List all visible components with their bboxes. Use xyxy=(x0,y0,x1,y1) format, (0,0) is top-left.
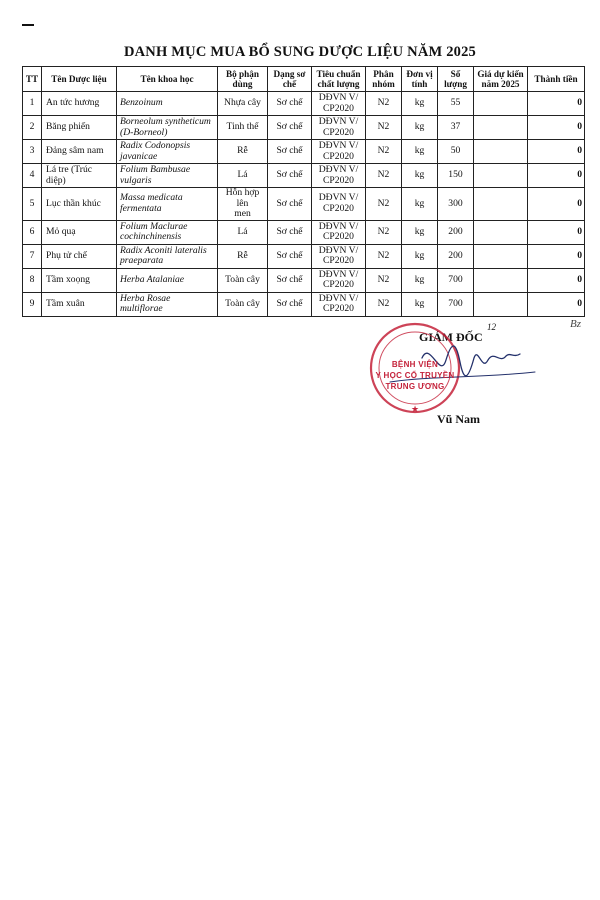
cell-tieu-chuan: DĐVN V/ CP2020 xyxy=(312,292,366,316)
table-row xyxy=(23,116,585,140)
cell-ten-khoa-hoc: Radix Aconiti lateralis praeparata xyxy=(117,244,218,268)
cell-so-luong: 50 xyxy=(438,140,474,164)
signature-role-note: 12 xyxy=(487,322,496,332)
cell-phan-nhom: N2 xyxy=(366,244,402,268)
cell-ten-duoc-lieu: Lục thần khúc xyxy=(42,188,117,221)
cell-dang-so-che: Sơ chế xyxy=(268,268,312,292)
cell-gia-du-kien xyxy=(474,268,528,292)
cell-ten-duoc-lieu: An tức hương xyxy=(42,92,117,116)
cell-tt: 6 xyxy=(23,220,42,244)
cell-gia-du-kien xyxy=(474,292,528,316)
cell-ten-khoa-hoc: Herba Rosae multiflorae xyxy=(117,292,218,316)
cell-phan-nhom: N2 xyxy=(366,164,402,188)
table-row xyxy=(23,92,585,116)
cell-don-vi-tinh: kg xyxy=(402,164,438,188)
cell-thanh-tien: 0 xyxy=(528,220,585,244)
cell-don-vi-tinh: kg xyxy=(402,188,438,221)
top-left-dash xyxy=(22,24,34,26)
table-row xyxy=(23,244,585,268)
cell-ten-duoc-lieu: Mỏ quạ xyxy=(42,220,117,244)
cell-so-luong: 300 xyxy=(438,188,474,221)
cell-so-luong: 37 xyxy=(438,116,474,140)
cell-phan-nhom: N2 xyxy=(366,220,402,244)
cell-tt: 4 xyxy=(23,164,42,188)
signatory-name: Vũ Nam xyxy=(437,412,481,426)
cell-ten-duoc-lieu: Băng phiến xyxy=(42,116,117,140)
cell-thanh-tien: 0 xyxy=(528,116,585,140)
cell-thanh-tien: 0 xyxy=(528,292,585,316)
cell-tieu-chuan: DĐVN V/ CP2020 xyxy=(312,164,366,188)
cell-ten-duoc-lieu: Lá tre (Trúc diệp) xyxy=(42,164,117,188)
cell-dang-so-che: Sơ chế xyxy=(268,188,312,221)
cell-don-vi-tinh: kg xyxy=(402,292,438,316)
cell-don-vi-tinh: kg xyxy=(402,92,438,116)
cell-ten-khoa-hoc: Folium Maclurae cochinchinensis xyxy=(117,220,218,244)
header-ten-khoa-hoc: Tên khoa học xyxy=(117,67,218,92)
cell-dang-so-che: Sơ chế xyxy=(268,92,312,116)
cell-phan-nhom: N2 xyxy=(366,140,402,164)
header-tt: TT xyxy=(23,67,42,92)
cell-don-vi-tinh: kg xyxy=(402,244,438,268)
cell-tt: 5 xyxy=(23,188,42,221)
cell-tieu-chuan: DĐVN V/ CP2020 xyxy=(312,244,366,268)
cell-gia-du-kien xyxy=(474,116,528,140)
cell-ten-khoa-hoc: Massa medicata fermentata xyxy=(117,188,218,221)
cell-bo-phan-dung: Lá xyxy=(218,220,268,244)
cell-thanh-tien: 0 xyxy=(528,268,585,292)
stamp-line-3: TRUNG ƯƠNG xyxy=(385,382,445,391)
header-tieu-chuan: Tiêu chuẩn chất lượng xyxy=(312,67,366,92)
cell-don-vi-tinh: kg xyxy=(402,220,438,244)
cell-so-luong: 700 xyxy=(438,292,474,316)
header-don-vi-tinh: Đơn vị tính xyxy=(402,67,438,92)
stamp-star-icon: ★ xyxy=(410,405,420,415)
table-row xyxy=(23,164,585,188)
cell-so-luong: 150 xyxy=(438,164,474,188)
stamp-line-1: BỆNH VIỆN xyxy=(391,360,439,369)
cell-ten-khoa-hoc: Radix Codonopsis javanicae xyxy=(117,140,218,164)
cell-tt: 8 xyxy=(23,268,42,292)
cell-bo-phan-dung: Rễ xyxy=(218,140,268,164)
cell-tt: 7 xyxy=(23,244,42,268)
cell-phan-nhom: N2 xyxy=(366,92,402,116)
cell-ten-khoa-hoc: Folium Bambusae vulgaris xyxy=(117,164,218,188)
table-row xyxy=(23,140,585,164)
cell-phan-nhom: N2 xyxy=(366,188,402,221)
table-row xyxy=(23,220,585,244)
header-dang-so-che: Dạng sơ chế xyxy=(268,67,312,92)
cell-don-vi-tinh: kg xyxy=(402,116,438,140)
cell-thanh-tien: 0 xyxy=(528,140,585,164)
cell-gia-du-kien xyxy=(474,188,528,221)
header-so-luong: Số lượng xyxy=(438,67,474,92)
document-title: DANH MỤC MUA BỔ SUNG DƯỢC LIỆU NĂM 2025 xyxy=(123,44,477,60)
cell-tt: 1 xyxy=(23,92,42,116)
table-row xyxy=(23,268,585,292)
cell-so-luong: 200 xyxy=(438,220,474,244)
cell-ten-khoa-hoc: Herba Atalaniae xyxy=(117,268,218,292)
cell-dang-so-che: Sơ chế xyxy=(268,140,312,164)
cell-thanh-tien: 0 xyxy=(528,244,585,268)
cell-gia-du-kien xyxy=(474,220,528,244)
cell-tt: 9 xyxy=(23,292,42,316)
cell-ten-duoc-lieu: Đảng sâm nam xyxy=(42,140,117,164)
cell-so-luong: 200 xyxy=(438,244,474,268)
cell-tt: 3 xyxy=(23,140,42,164)
header-gia-du-kien: Giá dự kiến năm 2025 xyxy=(474,67,528,92)
cell-phan-nhom: N2 xyxy=(366,116,402,140)
stamp-line-2: Y HỌC CỔ TRUYỀN xyxy=(375,371,455,380)
cell-so-luong: 700 xyxy=(438,268,474,292)
table-row xyxy=(23,188,585,221)
cell-bo-phan-dung: Hỗn hợp lên men xyxy=(218,188,268,221)
cell-phan-nhom: N2 xyxy=(366,268,402,292)
cell-dang-so-che: Sơ chế xyxy=(268,244,312,268)
header-thanh-tien: Thành tiền xyxy=(528,67,585,92)
cell-bo-phan-dung: Lá xyxy=(218,164,268,188)
cell-bo-phan-dung: Nhựa cây xyxy=(218,92,268,116)
cell-gia-du-kien xyxy=(474,140,528,164)
cell-tt: 2 xyxy=(23,116,42,140)
cell-tieu-chuan: DĐVN V/ CP2020 xyxy=(312,140,366,164)
cell-ten-duoc-lieu: Phụ tử chế xyxy=(42,244,117,268)
table-header-row xyxy=(23,67,585,92)
cell-dang-so-che: Sơ chế xyxy=(268,220,312,244)
corner-handwritten-note: Bz xyxy=(570,318,581,330)
cell-tieu-chuan: DĐVN V/ CP2020 xyxy=(312,92,366,116)
cell-bo-phan-dung: Tinh thể xyxy=(218,116,268,140)
cell-tieu-chuan: DĐVN V/ CP2020 xyxy=(312,220,366,244)
cell-tieu-chuan: DĐVN V/ CP2020 xyxy=(312,116,366,140)
cell-thanh-tien: 0 xyxy=(528,188,585,221)
cell-ten-khoa-hoc: Benzoinum xyxy=(117,92,218,116)
header-phan-nhom: Phân nhóm xyxy=(366,67,402,92)
cell-don-vi-tinh: kg xyxy=(402,140,438,164)
cell-bo-phan-dung: Toàn cây xyxy=(218,292,268,316)
cell-don-vi-tinh: kg xyxy=(402,268,438,292)
cell-thanh-tien: 0 xyxy=(528,92,585,116)
cell-gia-du-kien xyxy=(474,92,528,116)
cell-ten-khoa-hoc: Borneolum syntheticum (D-Borneol) xyxy=(117,116,218,140)
cell-tieu-chuan: DĐVN V/ CP2020 xyxy=(312,268,366,292)
cell-gia-du-kien xyxy=(474,164,528,188)
cell-bo-phan-dung: Toàn cây xyxy=(218,268,268,292)
header-bo-phan-dung: Bộ phận dùng xyxy=(218,67,268,92)
cell-thanh-tien: 0 xyxy=(528,164,585,188)
cell-dang-so-che: Sơ chế xyxy=(268,164,312,188)
table-row xyxy=(23,292,585,316)
cell-gia-du-kien xyxy=(474,244,528,268)
cell-so-luong: 55 xyxy=(438,92,474,116)
cell-ten-duoc-lieu: Tầm xoọng xyxy=(42,268,117,292)
cell-bo-phan-dung: Rễ xyxy=(218,244,268,268)
cell-phan-nhom: N2 xyxy=(366,292,402,316)
signature-role: GIÁM ĐỐC xyxy=(419,330,483,344)
cell-dang-so-che: Sơ chế xyxy=(268,292,312,316)
header-ten-duoc-lieu: Tên Dược liệu xyxy=(42,67,117,92)
herb-purchase-table xyxy=(22,66,585,317)
cell-dang-so-che: Sơ chế xyxy=(268,116,312,140)
cell-tieu-chuan: DĐVN V/ CP2020 xyxy=(312,188,366,221)
cell-ten-duoc-lieu: Tầm xuân xyxy=(42,292,117,316)
